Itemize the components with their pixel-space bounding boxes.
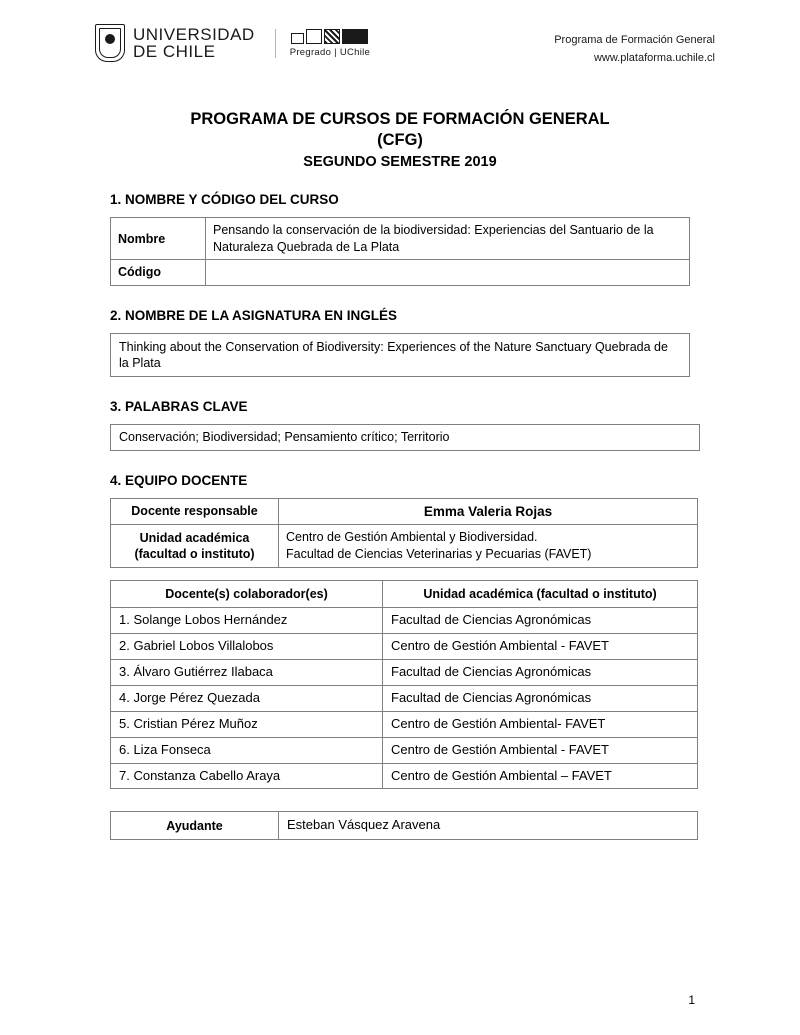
ayudante-name: Esteban Vásquez Aravena	[279, 812, 698, 840]
lead-teacher-table	[110, 498, 698, 568]
collaborator-name: 5. Cristian Pérez Muñoz	[111, 711, 383, 737]
document-title	[0, 109, 800, 150]
collaborator-unit: Centro de Gestión Ambiental- FAVET	[383, 711, 698, 737]
collaborator-unit: Facultad de Ciencias Agronómicas	[383, 685, 698, 711]
ayudante-label: Ayudante	[111, 812, 279, 840]
unidad-value-line1: Centro de Gestión Ambiental y Biodiversidad.	[286, 530, 538, 545]
table-row	[111, 425, 700, 450]
university-name-line2: DE CHILE	[133, 42, 216, 61]
table-row	[111, 333, 690, 377]
page-number: 1	[688, 993, 695, 1007]
pregrado-uchile-logo	[275, 29, 370, 58]
keywords-table	[110, 424, 700, 450]
table-row	[111, 737, 698, 763]
section-4-heading: 4. EQUIPO DOCENTE	[110, 472, 248, 488]
table-row	[111, 660, 698, 686]
header-right-block	[554, 24, 715, 67]
table-row	[111, 525, 698, 568]
responsable-label: Docente responsable	[111, 498, 279, 525]
nombre-value: Pensando la conservación de la biodiversidad: Experiencias del Santuario de la Naturaleza Quebrada de La Plata	[206, 218, 690, 260]
document-title-line2: (CFG)	[377, 130, 423, 149]
collaborator-name: 4. Jorge Pérez Quezada	[111, 685, 383, 711]
collaborator-unit: Centro de Gestión Ambiental - FAVET	[383, 634, 698, 660]
collaborator-unit: Facultad de Ciencias Agronómicas	[383, 608, 698, 634]
shield-icon	[95, 24, 125, 62]
collaborator-name: 1. Solange Lobos Hernández	[111, 608, 383, 634]
table-row	[111, 685, 698, 711]
collaborators-table	[110, 580, 698, 789]
document-title-line1: PROGRAMA DE CURSOS DE FORMACIÓN GENERAL	[190, 110, 610, 129]
table-header-row	[111, 580, 698, 607]
unidad-label-line1: Unidad académica	[139, 530, 250, 545]
logo-group	[95, 24, 370, 62]
page-header	[0, 0, 800, 67]
collaborator-name: 6. Liza Fonseca	[111, 737, 383, 763]
unidad-academica-value	[279, 525, 698, 568]
table-row	[111, 711, 698, 737]
table-row	[111, 608, 698, 634]
course-name-table	[110, 217, 690, 286]
table-row	[111, 218, 690, 260]
square-hatched-icon	[324, 29, 340, 44]
collaborator-name: 2. Gabriel Lobos Villalobos	[111, 634, 383, 660]
table-row	[111, 259, 690, 285]
responsable-name: Emma Valeria Rojas	[279, 498, 698, 525]
english-name-value: Thinking about the Conservation of Biodiversity: Experiences of the Nature Sanctuary Quebrada de la Plata	[111, 333, 690, 377]
collaborators-col2-header: Unidad académica (facultad o instituto)	[383, 580, 698, 607]
universidad-de-chile-logo	[95, 24, 255, 62]
collaborator-unit: Facultad de Ciencias Agronómicas	[383, 660, 698, 686]
collaborator-unit: Centro de Gestión Ambiental - FAVET	[383, 737, 698, 763]
english-name-table	[110, 333, 690, 378]
section-2-heading: 2. NOMBRE DE LA ASIGNATURA EN INGLÉS	[110, 307, 398, 323]
pregrado-label: Pregrado | UChile	[289, 46, 371, 58]
document-subtitle: SEGUNDO SEMESTRE 2019	[303, 154, 497, 171]
section-1-heading: 1. NOMBRE Y CÓDIGO DEL CURSO	[110, 192, 339, 208]
document-content	[0, 192, 800, 840]
university-wordmark	[133, 26, 255, 60]
square-outline-icon	[291, 33, 304, 44]
site-url: www.plataforma.uchile.cl	[593, 51, 715, 64]
unidad-value-line2: Facultad de Ciencias Veterinarias y Pecuarias (FAVET)	[286, 547, 592, 562]
collaborator-name: 7. Constanza Cabello Araya	[111, 763, 383, 789]
table-row	[111, 634, 698, 660]
table-row	[111, 763, 698, 789]
unidad-label-line2: (facultad o instituto)	[134, 547, 255, 562]
table-row	[111, 498, 698, 525]
codigo-value	[206, 259, 690, 285]
university-name-line1: UNIVERSIDAD	[133, 25, 255, 44]
collaborator-unit: Centro de Gestión Ambiental – FAVET	[383, 763, 698, 789]
codigo-label: Código	[111, 259, 206, 285]
square-outline-icon	[306, 29, 322, 44]
keywords-value: Conservación; Biodiversidad; Pensamiento crítico; Territorio	[111, 425, 700, 450]
nombre-label: Nombre	[111, 218, 206, 260]
unidad-academica-label	[111, 525, 279, 568]
assistant-table	[110, 811, 698, 840]
program-label: Programa de Formación General	[554, 34, 715, 46]
collaborator-name: 3. Álvaro Gutiérrez Ilabaca	[111, 660, 383, 686]
pregrado-marks-icon	[291, 29, 368, 44]
square-solid-icon	[342, 29, 368, 44]
table-row	[111, 812, 698, 840]
section-3-heading: 3. PALABRAS CLAVE	[110, 399, 248, 415]
collaborators-col1-header: Docente(s) colaborador(es)	[111, 580, 383, 607]
